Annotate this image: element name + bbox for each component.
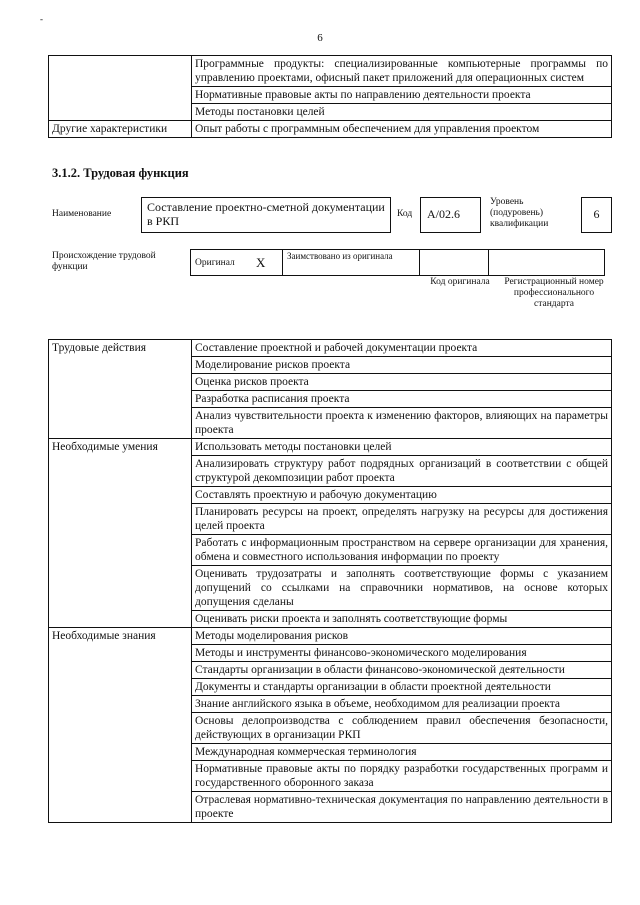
other-characteristics-table [48, 55, 612, 138]
table-cell: Моделирование рисков проекта [192, 357, 612, 374]
table-cell: Документы и стандарты организации в области проектной деятельности [192, 679, 612, 696]
qualification-level: 6 [581, 197, 612, 233]
group-label: Трудовые действия [49, 340, 192, 439]
table-cell: Составлять проектную и рабочую документацию [192, 487, 612, 504]
origin-label: Происхождение трудовой функции [52, 251, 156, 272]
table-cell: Международная коммерческая терминология [192, 744, 612, 761]
table-cell: Оценка рисков проекта [192, 374, 612, 391]
table-cell: Методы постановки целей [192, 104, 612, 121]
original-label: Оригинал [191, 250, 253, 276]
table-cell: Работать с информационным пространством на сервере организации для хранения, обмена и совместного использования информации по проекту [192, 535, 612, 566]
reg-number-cell [489, 250, 605, 276]
function-code: А/02.6 [420, 197, 481, 233]
code-cell [420, 250, 489, 276]
table-cell: Основы делопроизводства с соблюдением правил обеспечения безопасности, действующих в организации РКП [192, 713, 612, 744]
table-row [191, 250, 605, 276]
reg-caption: Регистрационный номер профессионального стандарта [504, 277, 604, 309]
corner-mark: - [40, 14, 43, 24]
table-row [49, 121, 612, 138]
table-row [49, 56, 612, 87]
table-cell: Оценивать трудозатраты и заполнять соответствующие формы с указанием допущений со ссылками на справочники нормативов, на основе которых допущения сделаны [192, 566, 612, 611]
name-label: Наименование [52, 209, 112, 219]
table-cell: Методы и инструменты финансово-экономического моделирования [192, 645, 612, 662]
table-cell: Составление проектной и рабочей документации проекта [192, 340, 612, 357]
function-name: Составление проектно-сметной документации в РКП [141, 197, 391, 233]
table-cell: Нормативные правовые акты по направлению деятельности проекта [192, 87, 612, 104]
section-title: 3.1.2. Трудовая функция [52, 166, 189, 180]
table-row [49, 628, 612, 645]
function-details-table [48, 339, 612, 823]
table-row [49, 340, 612, 357]
table-cell: Планировать ресурсы на проект, определять нагрузку на ресурсы для достижения целей проекта [192, 504, 612, 535]
table-cell: Анализировать структуру работ подрядных организаций в соответствии с общей структурой декомпозиции работ проекта [192, 456, 612, 487]
origin-table [190, 249, 605, 276]
original-mark: X [252, 250, 283, 276]
page-number: 6 [317, 32, 323, 44]
borrowed-label: Заимствовано из оригинала [283, 250, 420, 276]
table-cell: Нормативные правовые акты по порядку разработки государственных программ и государственного оборонного заказа [192, 761, 612, 792]
group-label: Необходимые знания [49, 628, 192, 823]
table-cell: Программные продукты: специализированные компьютерные программы по управлению проектами, офисный пакет приложений для операционных систем [192, 56, 612, 87]
table-cell: Анализ чувствительности проекта к изменению факторов, влияющих на параметры проекта [192, 408, 612, 439]
code-caption: Код оригинала [430, 277, 490, 287]
row-label: Другие характеристики [49, 121, 192, 138]
table-cell: Методы моделирования рисков [192, 628, 612, 645]
table-cell: Использовать методы постановки целей [192, 439, 612, 456]
table-cell: Отраслевая нормативно-техническая документация по направлению деятельности в проекте [192, 792, 612, 823]
row-label [49, 56, 192, 121]
table-cell: Знание английского языка в объеме, необходимом для реализации проекта [192, 696, 612, 713]
level-label: Уровень (подуровень) квалификации [490, 197, 549, 229]
table-row [49, 439, 612, 456]
table-cell: Разработка расписания проекта [192, 391, 612, 408]
code-label: Код [397, 209, 413, 219]
table-cell: Оценивать риски проекта и заполнять соответствующие формы [192, 611, 612, 628]
table-cell: Опыт работы с программным обеспечением для управления проектом [192, 121, 612, 138]
group-label: Необходимые умения [49, 439, 192, 628]
table-cell: Стандарты организации в области финансово-экономической деятельности [192, 662, 612, 679]
